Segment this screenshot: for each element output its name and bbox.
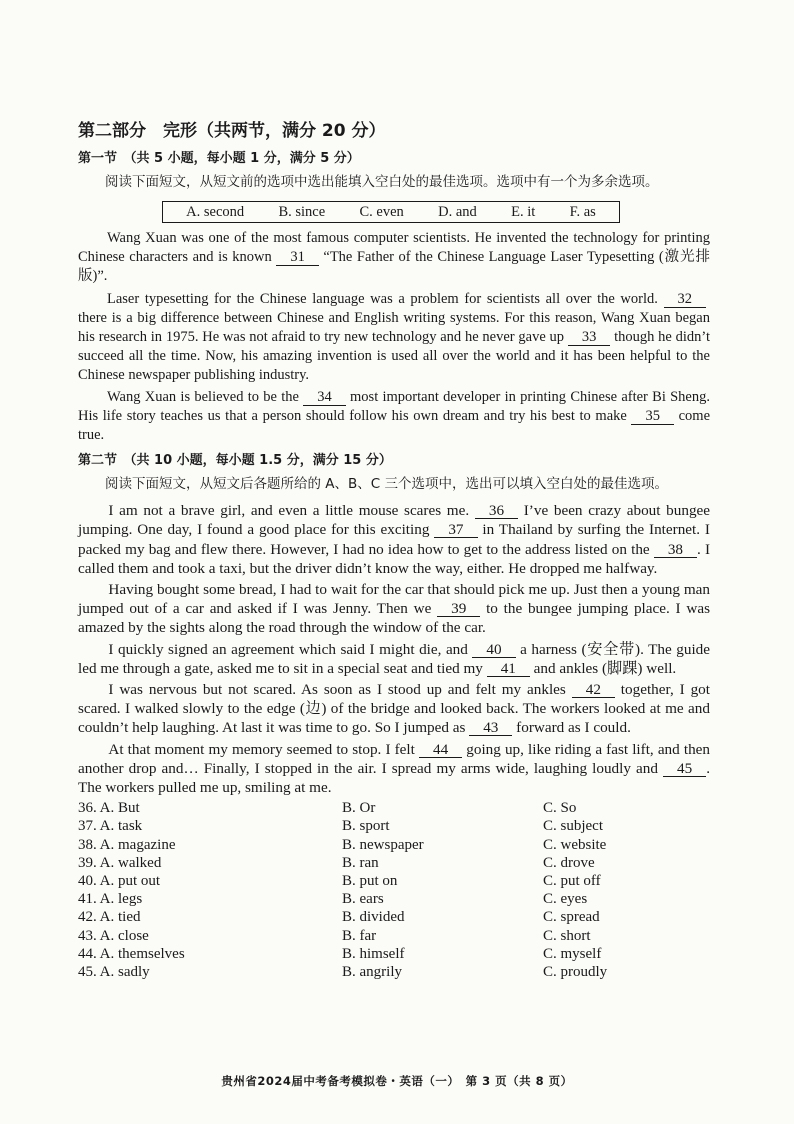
section-title: 第二部分 完形（共两节，满分 20 分） xyxy=(78,121,386,141)
choice-row xyxy=(78,963,710,981)
choice-c: C. website xyxy=(543,836,607,853)
part2-paragraph-5: At that moment my memory seemed to stop. I felt 44 going up, like riding a fast lift, and then another drop and… Finally, I stopped in the air. I spread my arms wide, laughing loudly and 45 . The workers pulled me up, smiling at me. xyxy=(78,740,711,797)
choice-c: C. eyes xyxy=(543,891,588,908)
choice-row xyxy=(78,945,710,963)
choice-b: B. put on xyxy=(342,873,398,890)
option-d: D. and xyxy=(438,203,477,220)
choice-a: 37. A. task xyxy=(78,818,143,835)
choice-row xyxy=(78,927,710,945)
choice-c: C. subject xyxy=(543,818,603,835)
choice-row xyxy=(78,908,710,926)
part2-paragraph-1: I am not a brave girl, and even a little mouse scares me. 36 I’ve been crazy about bungee jumping. One day, I found a good place for this exciting 37 in Thailand by surfing the Internet. I packed my bag and flew there. However, I had no idea how to get to the address listed on the 38 . I called them and took a taxi, but the driver didn’t know the way, either. He dropped me halfway. xyxy=(78,502,711,577)
part2-paragraph-3: I quickly signed an agreement which said I might die, and 40 a harness (安全带). The guide led me through a gate, asked me to sit in a special seat and tied my 41 and ankles (脚踝) well. xyxy=(78,640,711,677)
choice-b: B. himself xyxy=(342,945,405,962)
part2-instruction: 阅读下面短文，从短文后各题所给的 A、B、C 三个选项中，选出可以填入空白处的最佳选项。 xyxy=(105,476,669,493)
choice-a: 39. A. walked xyxy=(78,854,162,871)
choice-b: B. far xyxy=(342,927,377,944)
part2-paragraph-2: Having bought some bread, I had to wait for the car that should pick me up. Just then a young man jumped out of a car and asked if I was Jenny. Then we 39 to the bungee jumping place. I was amazed by the sights along the road through the window of the car. xyxy=(78,581,710,637)
part2-heading: 第二节 （共 10 小题，每小题 1.5 分，满分 15 分） xyxy=(78,453,392,469)
blank-45: 45 xyxy=(663,761,706,777)
choice-a: 36. A. But xyxy=(78,800,140,817)
choice-b: B. ran xyxy=(342,854,379,871)
blank-42: 42 xyxy=(572,682,615,698)
choice-a: 45. A. sadly xyxy=(78,963,150,980)
blank-43: 43 xyxy=(469,720,512,736)
choice-a: 41. A. legs xyxy=(78,891,143,908)
option-c: C. even xyxy=(359,203,404,220)
choice-c: C. put off xyxy=(543,873,601,890)
blank-39: 39 xyxy=(437,601,480,617)
part2-paragraph-4: I was nervous but not scared. As soon as I stood up and felt my ankles 42 together, I got scared. I walked slowly to the edge (边) of the bridge and looked back. The workers looked at me and couldn’t help laughing. At last it was time to go. So I jumped as 43 forward as I could. xyxy=(78,681,710,737)
choice-list xyxy=(78,799,710,981)
choice-row xyxy=(78,836,710,854)
part1-paragraph-2: Laser typesetting for the Chinese language was a problem for scientists all over the world. 32 there is a big difference between Chinese and English writing systems. For this reason, Wang Xuan began his research in 1975. He was not afraid to try new technology and he never gave up 33 though he didn’t succeed all the time. Now, his amazing invention is used all over the world and it has been helpful to the Chinese newspaper publishing industry. xyxy=(78,290,711,384)
blank-37: 37 xyxy=(434,522,477,538)
option-e: E. it xyxy=(511,203,536,220)
choice-row xyxy=(78,854,710,872)
choice-a: 43. A. close xyxy=(78,927,149,944)
blank-33: 33 xyxy=(568,330,611,346)
choice-row xyxy=(78,799,710,817)
choice-a: 40. A. put out xyxy=(78,873,161,890)
option-box xyxy=(162,201,620,223)
page-content xyxy=(78,116,710,981)
option-f: F. as xyxy=(569,203,596,220)
part1-heading: 第一节 （共 5 小题，每小题 1 分，满分 5 分） xyxy=(78,151,360,166)
choice-row xyxy=(78,817,710,835)
choice-c: C. myself xyxy=(543,945,602,962)
choice-b: B. sport xyxy=(342,818,390,835)
choice-b: B. ears xyxy=(342,891,384,908)
option-b: B. since xyxy=(278,203,326,220)
choice-b: B. newspaper xyxy=(342,836,424,853)
choice-a: 44. A. themselves xyxy=(78,945,185,962)
choice-b: B. angrily xyxy=(342,963,402,980)
blank-31: 31 xyxy=(276,250,319,266)
part1-instruction: 阅读下面短文，从短文前的选项中选出能填入空白处的最佳选项。选项中有一个为多余选项。 xyxy=(105,174,659,190)
choice-c: C. spread xyxy=(543,909,600,926)
choice-row xyxy=(78,890,710,908)
blank-32: 32 xyxy=(664,292,707,308)
blank-34: 34 xyxy=(303,390,346,406)
choice-b: B. divided xyxy=(342,909,405,926)
part1-paragraph-1: Wang Xuan was one of the most famous computer scientists. He invented the technology for printing Chinese characters and is known 31 “The Father of the Chinese Language Laser Typesetting (激光排版)”. xyxy=(78,230,711,285)
option-a: A. second xyxy=(186,203,245,220)
blank-44: 44 xyxy=(419,742,462,758)
choice-row xyxy=(78,872,710,890)
blank-36: 36 xyxy=(475,503,518,519)
part1-paragraph-3: Wang Xuan is believed to be the 34 most important developer in printing Chinese after Bi Sheng. His life story teaches us that a person should follow his own dream and try his best to make 35 come true. xyxy=(78,388,711,444)
page-footer: 贵州省2024届中考备考模拟卷・英语（一） 第 3 页（共 8 页） xyxy=(221,1074,573,1088)
choice-c: C. drove xyxy=(543,854,595,871)
choice-c: C. So xyxy=(543,800,577,817)
choice-a: 38. A. magazine xyxy=(78,836,176,853)
blank-35: 35 xyxy=(631,409,674,425)
blank-38: 38 xyxy=(654,542,697,558)
choice-c: C. short xyxy=(543,927,591,944)
choice-c: C. proudly xyxy=(543,963,608,980)
blank-40: 40 xyxy=(472,642,515,658)
blank-41: 41 xyxy=(487,661,530,677)
choice-b: B. Or xyxy=(342,800,376,817)
choice-a: 42. A. tied xyxy=(78,909,141,926)
